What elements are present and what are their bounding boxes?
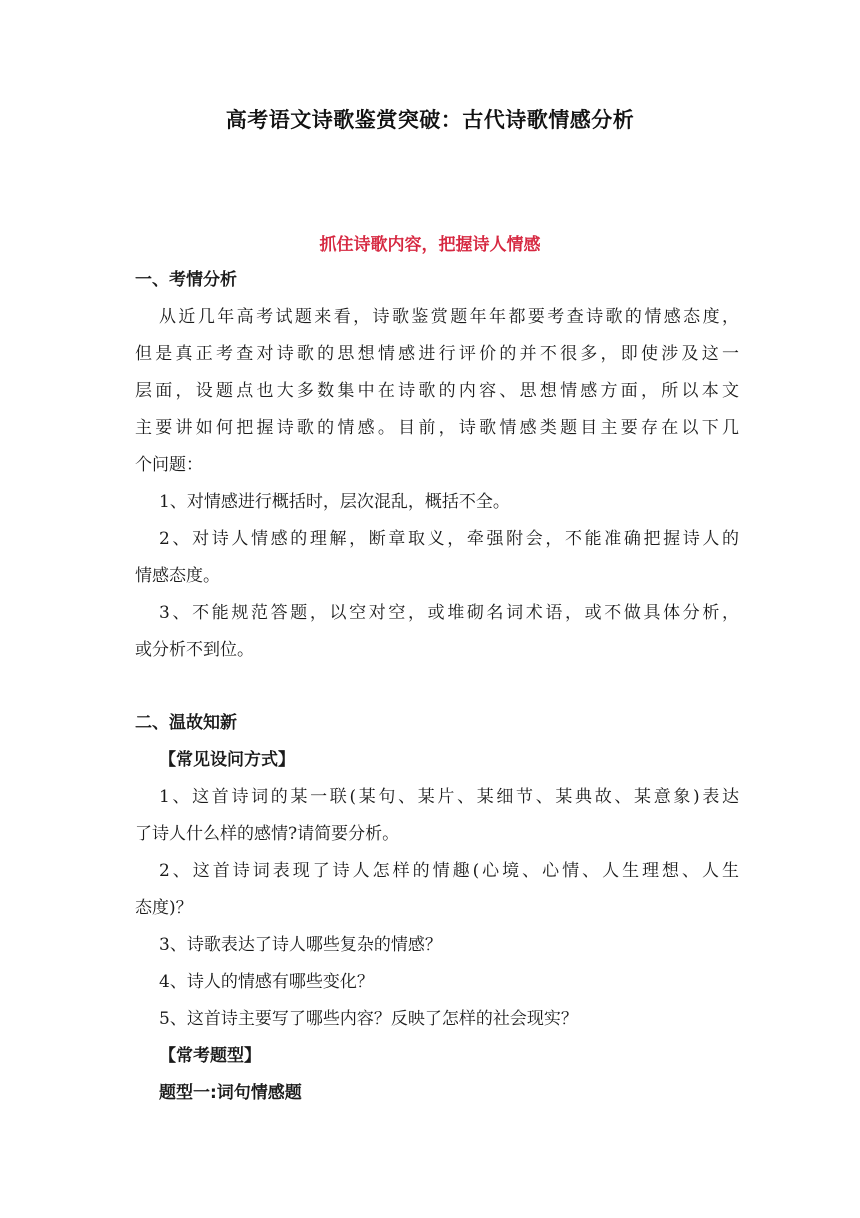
subheading-common-types: 【常考题型】 <box>159 1046 261 1066</box>
paragraph-line: 层面，设题点也大多数集中在诗歌的内容、思想情感方面，所以本文 <box>135 381 739 401</box>
list-item: 1、这首诗词的某一联(某句、某片、某细节、某典故、某意象)表达 <box>159 787 739 807</box>
list-item-continued: 情感态度。 <box>135 566 220 586</box>
list-item: 2、对诗人情感的理解，断章取义，牵强附会，不能准确把握诗人的 <box>159 529 739 549</box>
section-heading-analysis: 一、考情分析 <box>135 270 237 290</box>
list-item: 5、这首诗主要写了哪些内容？反映了怎样的社会现实？ <box>159 1009 578 1029</box>
list-item: 4、诗人的情感有哪些变化？ <box>159 972 374 992</box>
list-item: 3、不能规范答题，以空对空，或堆砌名词术语，或不做具体分析， <box>159 603 739 623</box>
paragraph-line: 个问题： <box>135 455 203 475</box>
paragraph-line: 主要讲如何把握诗歌的情感。目前，诗歌情感类题目主要存在以下几 <box>135 418 739 438</box>
subheading-type-one: 题型一:词句情感题 <box>159 1083 302 1103</box>
subheading-question-styles: 【常见设问方式】 <box>159 750 295 770</box>
page-title: 高考语文诗歌鉴赏突破：古代诗歌情感分析 <box>225 108 635 132</box>
page-subtitle: 抓住诗歌内容，把握诗人情感 <box>319 235 541 255</box>
list-item-continued: 了诗人什么样的感情?请简要分析。 <box>135 824 400 844</box>
list-item-continued: 或分析不到位。 <box>135 640 254 660</box>
spacer <box>135 669 739 705</box>
list-item-continued: 态度)？ <box>135 898 193 918</box>
list-item: 1、对情感进行概括时，层次混乱，概括不全。 <box>159 492 510 512</box>
list-item: 2、这首诗词表现了诗人怎样的情趣(心境、心情、人生理想、人生 <box>159 861 739 881</box>
list-item: 3、诗歌表达了诗人哪些复杂的情感？ <box>159 935 442 955</box>
document-body <box>135 262 739 1112</box>
paragraph-line: 但是真正考查对诗歌的思想情感进行评价的并不很多，即使涉及这一 <box>135 344 739 364</box>
paragraph-line: 从近几年高考试题来看，诗歌鉴赏题年年都要考查诗歌的情感态度， <box>159 307 739 327</box>
section-heading-review: 二、温故知新 <box>135 713 237 733</box>
